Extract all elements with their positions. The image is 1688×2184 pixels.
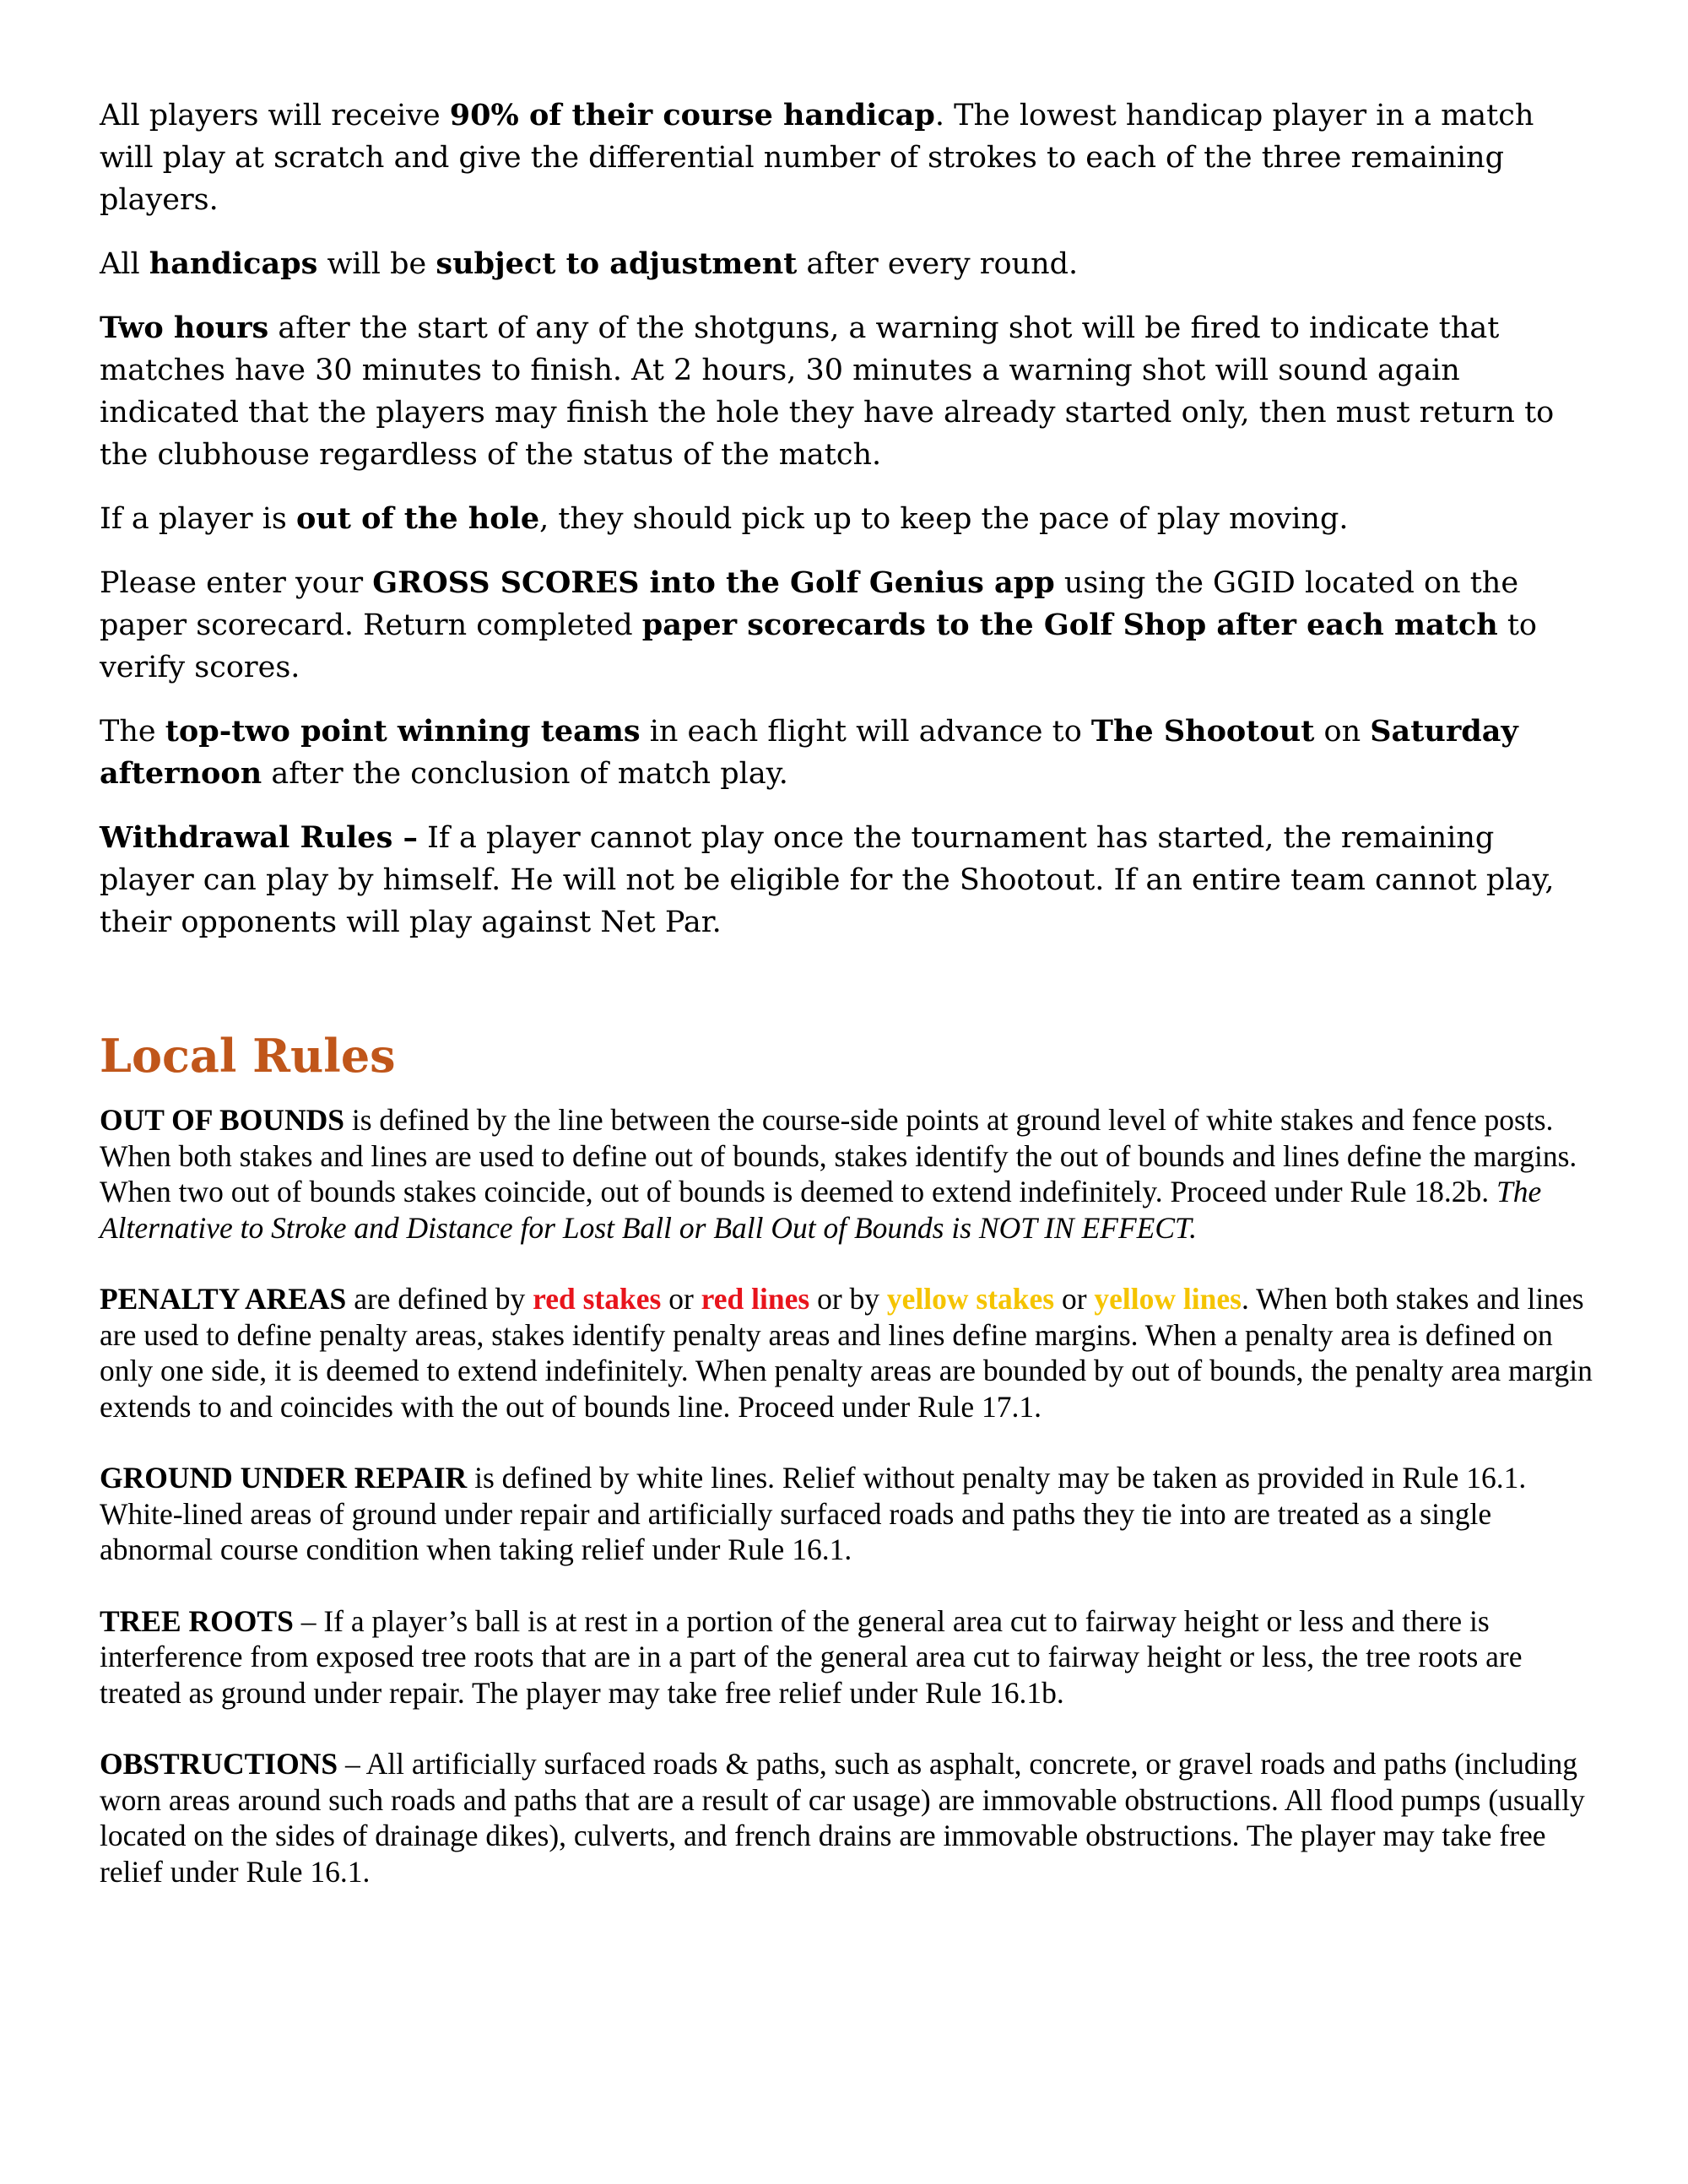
penalty-areas-paragraph <box>100 1281 1593 1424</box>
text-span: . The lowest handicap player in a match will play at scratch and give the differential number of strokes to each of the three remaining players. <box>100 99 1534 217</box>
text-span: is defined by white lines. Relief without penalty may be taken as provided in Rule 16.1. White-lined areas of ground under repair and artificially surfaced roads and paths they tie into are treated as a single abnormal course condition when taking relief under Rule 16.1. <box>100 1461 1527 1566</box>
bold-span: handicaps <box>149 246 318 281</box>
text-span: – All artificially surfaced roads & paths, such as asphalt, concrete, or gravel roads and paths (including worn areas around such roads and paths that are a result of car usage) are immovable obstructions. All flood pumps (usually located on the sides of drainage dikes), culverts, and french drains are immovable obstructions. The player may take free relief under Rule 16.1. <box>100 1747 1585 1889</box>
text-span: after every round. <box>797 247 1079 281</box>
text-span: , they should pick up to keep the pace of play moving. <box>539 502 1349 536</box>
bold-span: Saturday afternoon <box>100 714 1518 791</box>
document-page <box>100 95 1593 1925</box>
scores-paragraph <box>100 562 1593 689</box>
bold-span: Withdrawal Rules – <box>100 820 418 855</box>
bold-span: paper scorecards to the Golf Shop after each match <box>641 608 1498 642</box>
red-stakes-text: red stakes <box>533 1282 662 1316</box>
red-lines-text: red lines <box>701 1282 810 1316</box>
tree-roots-paragraph <box>100 1603 1593 1711</box>
text-span: to verify scores. <box>100 608 1537 684</box>
out-of-hole-paragraph <box>100 498 1593 540</box>
text-span: using the GGID located on the paper scorecard. Return completed <box>100 566 1519 642</box>
out-of-bounds-paragraph <box>100 1102 1593 1246</box>
text-span: or <box>1054 1282 1095 1316</box>
ground-under-repair-paragraph <box>100 1460 1593 1568</box>
text-span: are defined by <box>346 1282 533 1316</box>
bold-span: The Shootout <box>1090 714 1315 749</box>
text-span: is defined by the line between the course-side points at ground level of white stakes and fence posts. When both stakes and lines are used to define out of bounds, stakes identify the out of bounds and lines define the margins. When two out of bounds stakes coincide, out of bounds is deemed to extend indefinitely. Proceed under Rule 18.2b. <box>100 1103 1577 1208</box>
yellow-stakes-text: yellow stakes <box>886 1282 1055 1316</box>
bold-span: 90% of their course handicap <box>449 98 935 132</box>
text-span: All <box>100 247 149 281</box>
bold-span: TREE ROOTS <box>100 1603 294 1638</box>
local-rules <box>100 1102 1593 1889</box>
bold-span: subject to adjustment <box>436 246 798 281</box>
bold-span: out of the hole <box>296 501 540 536</box>
bold-span: top-two point winning teams <box>165 714 641 749</box>
withdrawal-paragraph <box>100 817 1593 943</box>
text-span: If a player cannot play once the tournament has started, the remaining player can play by himself. He will not be eligible for the Shootout. If an entire team cannot play, their opponents will play against Net Par. <box>100 821 1555 939</box>
text-span: after the conclusion of match play. <box>262 757 788 791</box>
local-rules-heading: Local Rules <box>100 1029 396 1083</box>
text-span: If a player is <box>100 502 296 536</box>
text-span: All players will receive <box>100 99 450 132</box>
text-span: . When both stakes and lines are used to define penalty areas, stakes identify penalty areas and lines define margins. When a penalty area is defined on only one side, it is deemed to extend indefinitely. When penalty areas are bounded by out of bounds, the penalty area margin extends to and coincides with the out of bounds line. Proceed under Rule 17.1. <box>100 1282 1593 1424</box>
text-span: on <box>1314 715 1371 749</box>
time-limit-paragraph <box>100 307 1593 476</box>
text-span: after the start of any of the shotguns, a warning shot will be fired to indicate that matches have 30 minutes to finish. At 2 hours, 30 minutes a warning shot will sound again indicated that the players may finish the hole they have already started only, then must return to the clubhouse regardless of the status of the match. <box>100 311 1555 472</box>
obstructions-paragraph <box>100 1746 1593 1889</box>
adjustment-paragraph <box>100 243 1593 285</box>
handicap-paragraph <box>100 95 1593 221</box>
bold-span: OBSTRUCTIONS <box>100 1747 338 1781</box>
text-span: or <box>661 1282 701 1316</box>
bold-span: Two hours <box>100 311 269 345</box>
text-span: will be <box>317 247 436 281</box>
bold-span: OUT OF BOUNDS <box>100 1103 344 1137</box>
text-span: in each flight will advance to <box>640 715 1091 749</box>
tournament-rules <box>100 95 1593 943</box>
text-span: The <box>100 715 165 749</box>
text-span: Please enter your <box>100 566 373 600</box>
text-span: or by <box>809 1282 887 1316</box>
bold-span: GROSS SCORES into the Golf Genius app <box>372 565 1055 600</box>
yellow-lines-text: yellow lines <box>1094 1282 1242 1316</box>
bold-span: GROUND UNDER REPAIR <box>100 1461 468 1495</box>
bold-span: PENALTY AREAS <box>100 1282 347 1316</box>
shootout-paragraph <box>100 711 1593 795</box>
italic-span: The Alternative to Stroke and Distance for Lost Ball or Ball Out of Bounds is NOT IN EFFECT. <box>100 1175 1542 1245</box>
text-span: – If a player’s ball is at rest in a portion of the general area cut to fairway height or less and there is interference from exposed tree roots that are in a part of the general area cut to fairway height or less, the tree roots are treated as ground under repair. The player may take free relief under Rule 16.1b. <box>100 1603 1523 1710</box>
